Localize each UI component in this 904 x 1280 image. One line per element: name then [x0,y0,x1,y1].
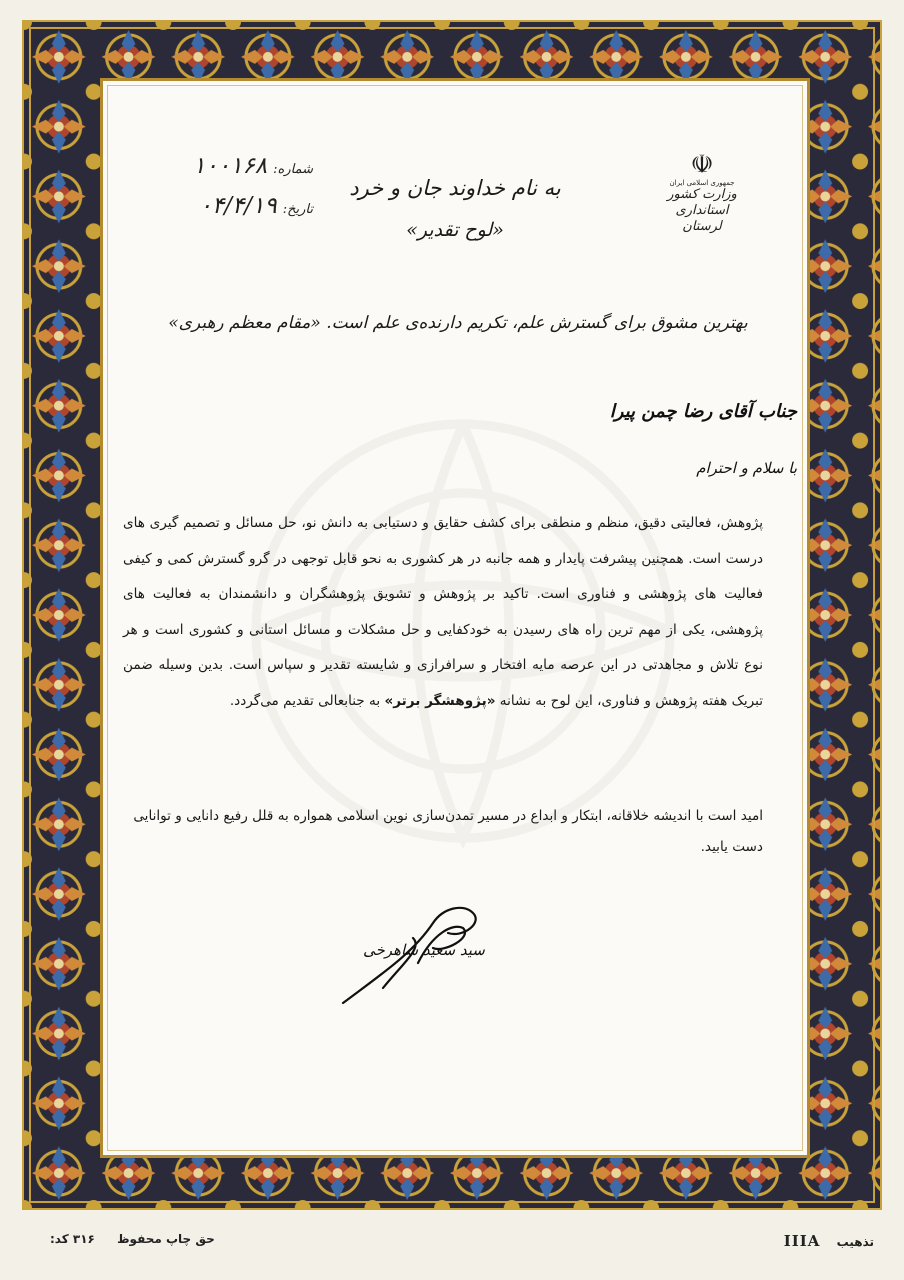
recipient-name: جناب آقای رضا چمن پیرا [609,401,797,422]
footer-right [784,1232,874,1250]
publisher-logo: ΙΙΙΑ [783,1232,821,1250]
certificate-paper [100,78,810,1158]
illumination-label: تذهیب [836,1235,874,1249]
number-value: ۱۰۰۱۶۸ [193,153,268,179]
date-label: تاریخ: [282,202,313,217]
copyright-text: حق چاپ محفوظ [117,1232,215,1246]
ministry-name: وزارت کشور [667,187,737,202]
award-title: «پژوهشگر برتر» [384,692,496,709]
leader-quote: بهترین مشوق برای گسترش علم، تکریم دارنده‌ی علم است. «مقام معظم رهبری» [168,313,748,333]
certificate-title: «لوح تقدیر» [406,219,504,241]
emblem-caption: جمهوری اسلامی ایران [669,179,735,187]
date-value: ۰۴/۴/۱۹ [199,193,277,219]
iran-emblem-icon: ☫ [690,150,714,180]
footer-left [50,1232,215,1246]
body-paragraph-1-text: پژوهش، فعالیتی دقیق، منظم و منطقی برای کشف حقایق و دستیابی به دانش نو، حل مسائل و تصمیم گیری های درست است. همچنین پیشرفت پایدار و همه جانبه در هر کشوری به نحو قابل توجهی در گرو گسترش کمی و کیفی فعالیت های پژوهشی و فناوری است. تاکید بر پژوهش و تشویق پژوهشگران و دانشمندان به فعالیت های پژوهشی، یکی از مهم ترین راه های رسیدن به خودکفایی و حل مشکلات و مسائل استانی و کشوری است و هر نوع تلاش و مجاهدتی در این عرصه مایه افتخار و سرافرازی و شایسته تقدیر و سپاس است. بدین وسیله ضمن تبریک هفته پژوهش و فناوری، این لوح به نشانه [123,515,763,709]
salutation: با سلام و احترام [696,459,797,477]
body-paragraph-1 [123,506,763,719]
code-label: کد: [50,1232,69,1246]
body-paragraph-1-end: به جنابعالی تقدیم می‌گردد. [229,692,385,709]
signatory-name: سید سعید شاهرخی [363,941,485,959]
body-paragraph-2: امید است با اندیشه خلاقانه، ابتکار و ابداع در مسیر تمدن‌سازی نوین اسلامی همواره به قلل رفیع دانایی و توانایی دست یابید. [133,808,763,855]
code-value: ۳۱۶ [72,1232,95,1246]
number-label: شماره: [273,162,313,177]
governorate-name: استانداری لرستان [675,203,729,234]
basmala-heading: به نام خداوند جان و خرد [349,176,561,200]
